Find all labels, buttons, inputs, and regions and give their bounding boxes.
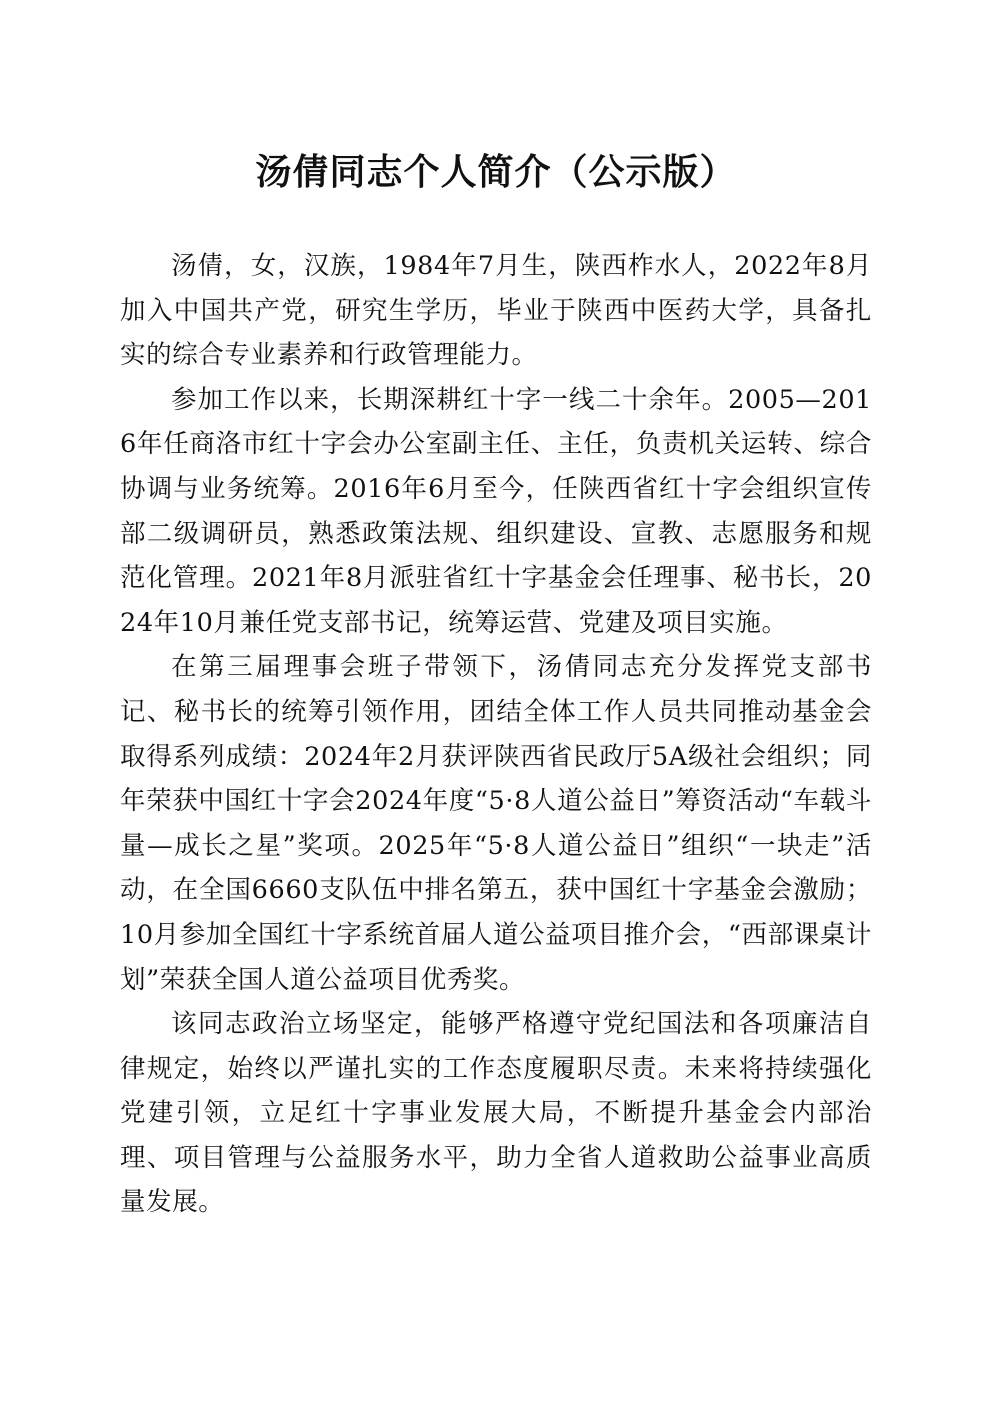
paragraph-basic-info: 汤倩，女，汉族，1984年7月生，陕西柞水人，2022年8月加入中国共产党，研究生学历，毕业于陕西中医药大学，具备扎实的综合专业素养和行政管理能力。 xyxy=(120,251,872,371)
paragraph-evaluation: 该同志政治立场坚定，能够严格遵守党纪国法和各项廉洁自律规定，始终以严谨扎实的工作态度履职尽责。未来将持续强化党建引领，立足红十字事业发展大局，不断提升基金会内部治理、项目管理与公益服务水平，助力全省人道救助公益事业高质量发展。 xyxy=(120,1009,872,1218)
document-body xyxy=(120,244,872,1225)
paragraph-achievements: 在第三届理事会班子带领下，汤倩同志充分发挥党支部书记、秘书长的统筹引领作用，团结全体工作人员共同推动基金会取得系列成绩：2024年2月获评陕西省民政厅5A级社会组织；同年荣获中国红十字会2024年度“5·8人道公益日”筹资活动“车载斗量—成长之星”奖项。2025年“5·8人道公益日”组织“一块走”活动，在全国6660支队伍中排名第五，获中国红十字基金会激励；10月参加全国红十字系统首届人道公益项目推介会，“西部课桌计划”荣获全国人道公益项目优秀奖。 xyxy=(120,652,872,995)
paragraph-work-history: 参加工作以来，长期深耕红十字一线二十余年。2005—2016年任商洛市红十字会办公室副主任、主任，负责机关运转、综合协调与业务统筹。2016年6月至今，任陕西省红十字会组织宣传部二级调研员，熟悉政策法规、组织建设、宣教、志愿服务和规范化管理。2021年8月派驻省红十字基金会任理事、秘书长，2024年10月兼任党支部书记，统筹运营、党建及项目实施。 xyxy=(120,384,872,638)
document-title: 汤倩同志个人简介（公示版） xyxy=(255,151,737,193)
